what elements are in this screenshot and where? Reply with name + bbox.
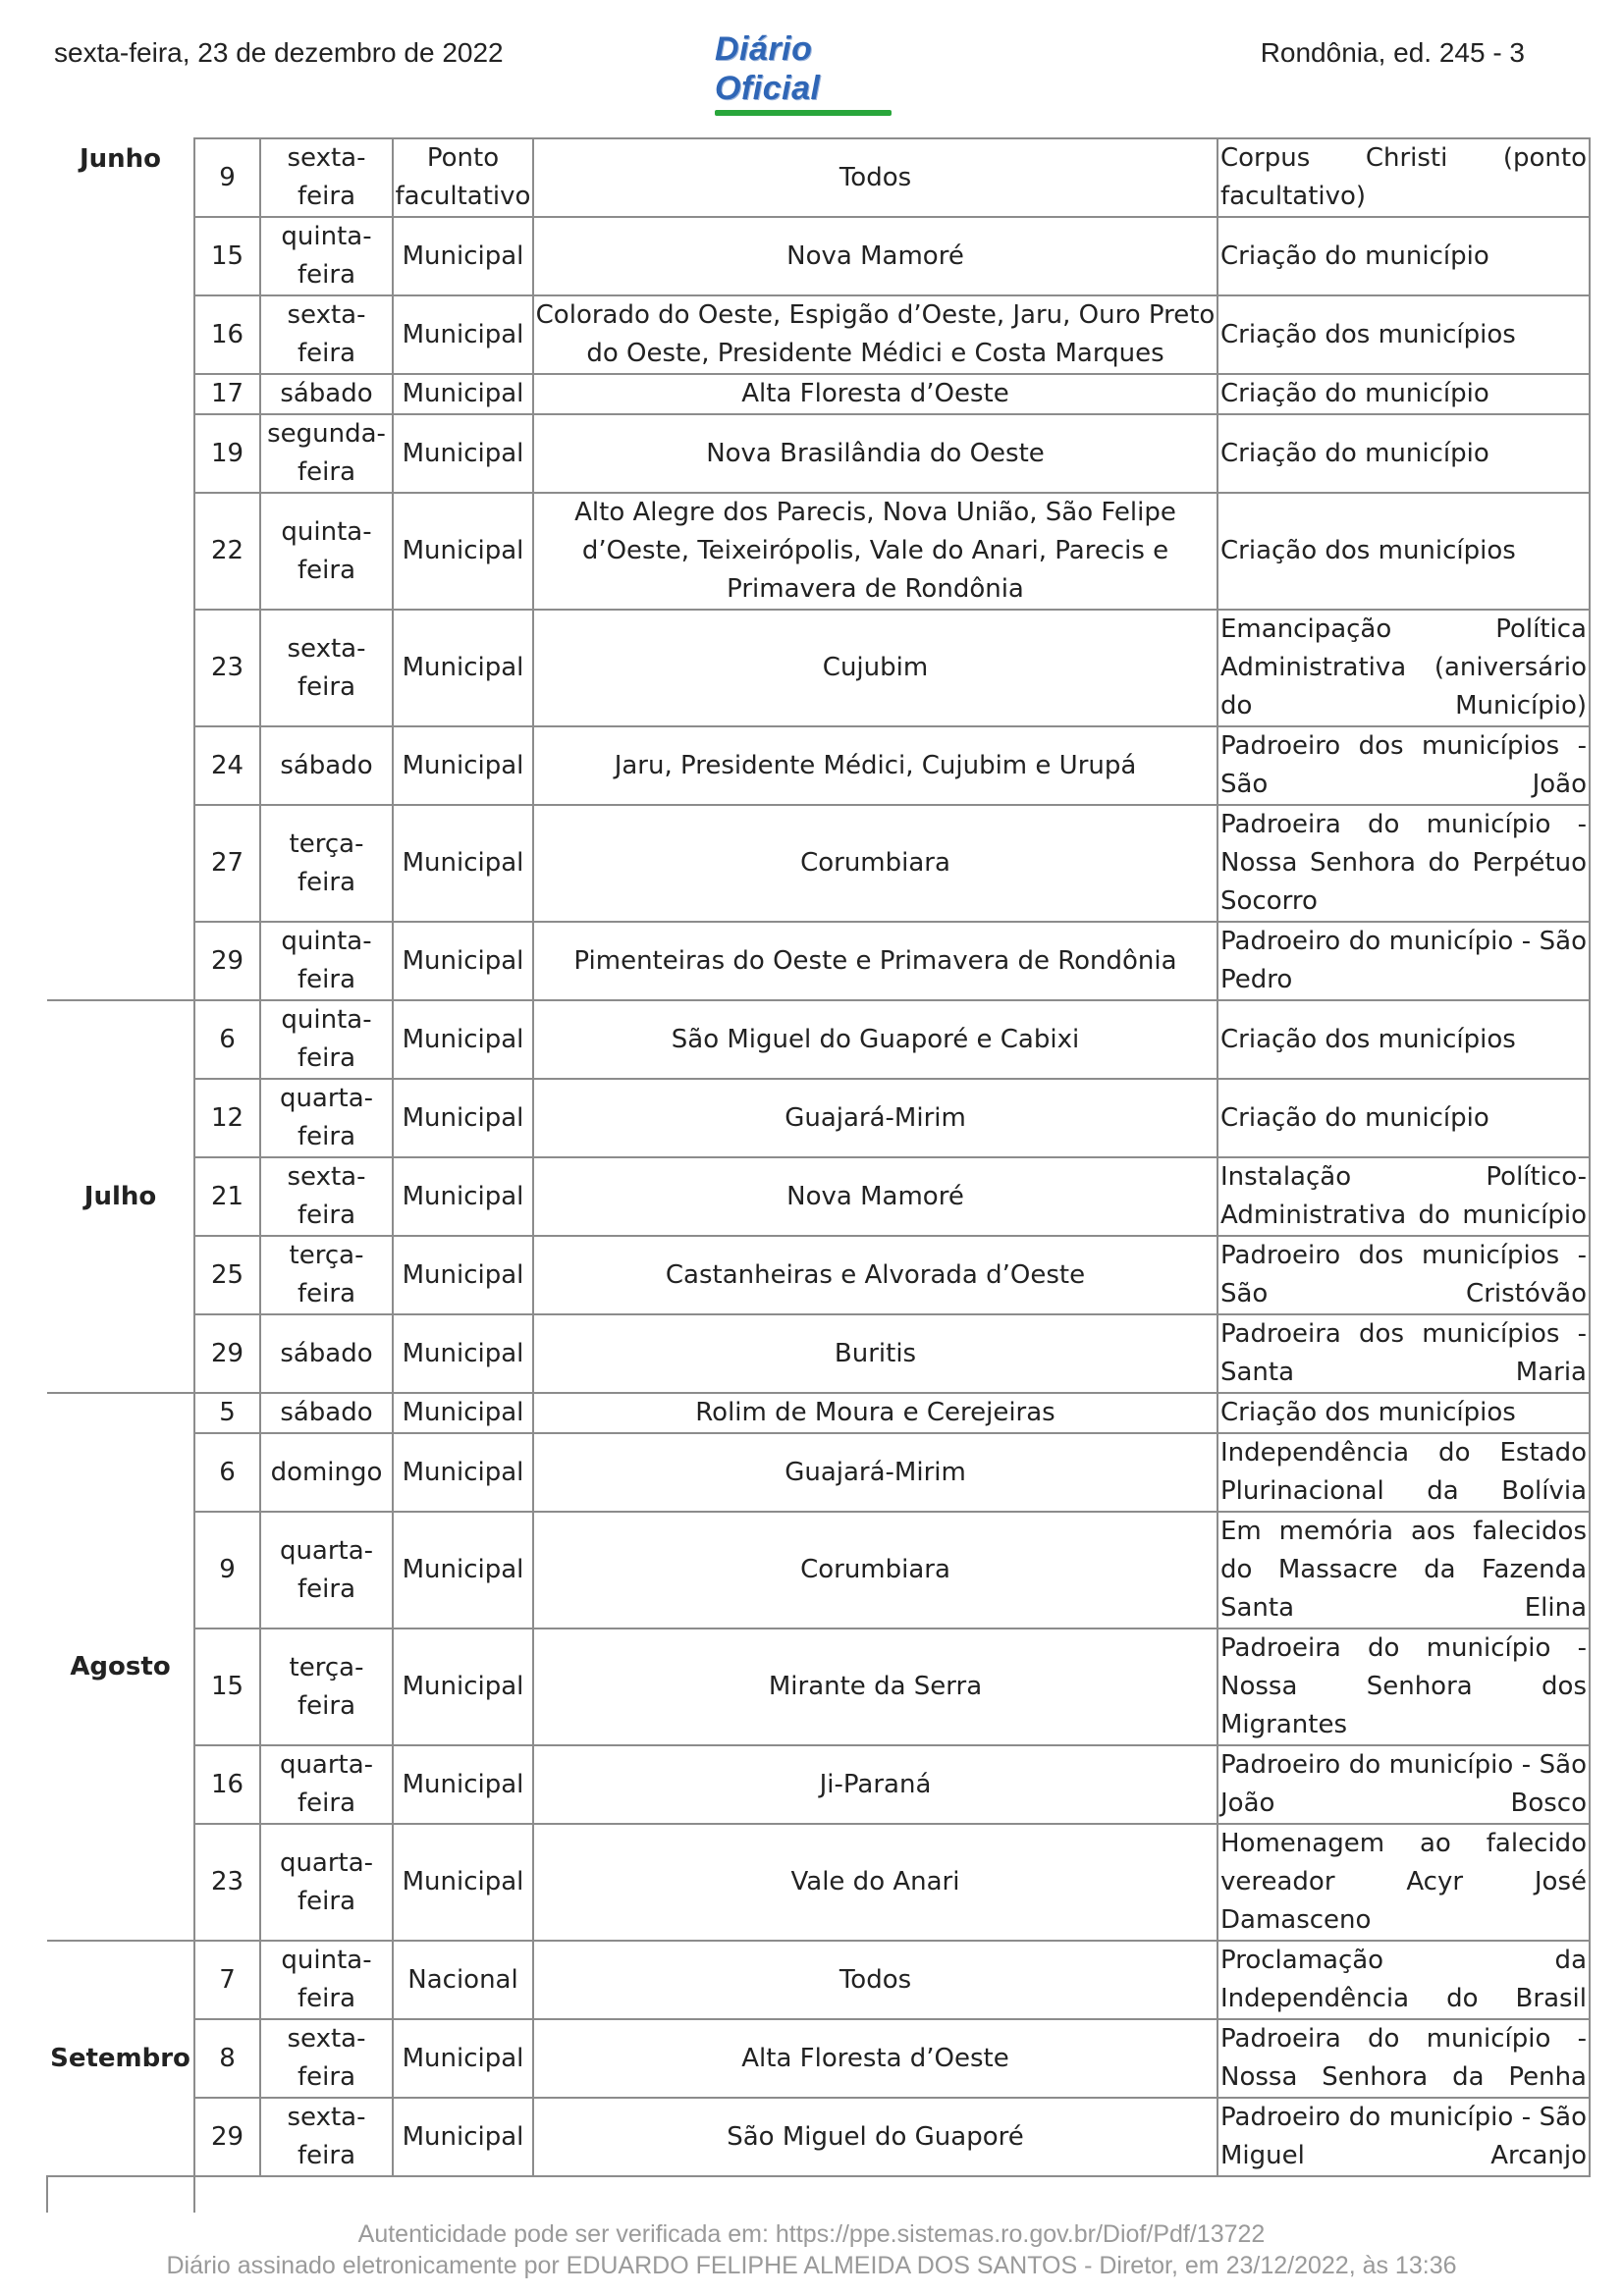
holiday-type-cell: Municipal [393, 1393, 533, 1433]
places-cell: Buritis [533, 1314, 1217, 1393]
day-cell: 23 [194, 1824, 260, 1941]
weekday-cell: domingo [260, 1433, 393, 1512]
places-cell: Colorado do Oeste, Espigão d’Oeste, Jaru, Ouro Preto do Oeste, Presidente Médici e Costa Marques [533, 295, 1217, 374]
table-row [47, 414, 1590, 493]
empty-cell [194, 2176, 260, 2213]
table-row [47, 1079, 1590, 1157]
day-cell: 5 [194, 1393, 260, 1433]
places-cell: Cujubim [533, 610, 1217, 726]
day-cell: 16 [194, 1745, 260, 1824]
weekday-cell: sábado [260, 374, 393, 414]
logo-text: Diário Oficial [715, 30, 821, 107]
description-cell: Criação do município [1217, 414, 1590, 493]
description-cell: Criação do município [1217, 217, 1590, 295]
table-row [47, 1824, 1590, 1941]
weekday-cell: terça-feira [260, 1629, 393, 1745]
description-cell: Corpus Christi (ponto facultativo) [1217, 138, 1590, 217]
weekday-cell: sexta-feira [260, 2098, 393, 2176]
weekday-cell: quinta-feira [260, 217, 393, 295]
weekday-cell: sexta-feira [260, 1157, 393, 1236]
holiday-type-cell: Municipal [393, 1824, 533, 1941]
holiday-type-cell: Municipal [393, 1629, 533, 1745]
table-row [47, 1236, 1590, 1314]
table-row [47, 138, 1590, 217]
empty-cell [47, 2176, 194, 2213]
day-cell: 24 [194, 726, 260, 805]
places-cell: Guajará-Mirim [533, 1079, 1217, 1157]
table-row [47, 1629, 1590, 1745]
table-row [47, 1745, 1590, 1824]
description-cell: Em memória aos falecidos do Massacre da Fazenda Santa Elina [1217, 1512, 1590, 1629]
places-cell: Rolim de Moura e Cerejeiras [533, 1393, 1217, 1433]
diario-oficial-logo [715, 29, 892, 107]
places-cell: Alta Floresta d’Oeste [533, 2019, 1217, 2098]
description-cell: Criação dos municípios [1217, 493, 1590, 610]
day-cell: 25 [194, 1236, 260, 1314]
places-cell: Mirante da Serra [533, 1629, 1217, 1745]
table-row [47, 374, 1590, 414]
places-cell: Corumbiara [533, 805, 1217, 922]
description-cell: Padroeira do município - Nossa Senhora dos Migrantes [1217, 1629, 1590, 1745]
places-cell: Nova Mamoré [533, 1157, 1217, 1236]
weekday-cell: quinta-feira [260, 1000, 393, 1079]
weekday-cell: segunda-feira [260, 414, 393, 493]
description-cell: Padroeiro do município - São Pedro [1217, 922, 1590, 1000]
description-cell: Criação dos municípios [1217, 295, 1590, 374]
day-cell: 15 [194, 1629, 260, 1745]
weekday-cell: quarta-feira [260, 1079, 393, 1157]
header-edition: Rondônia, ed. 245 - 3 [1260, 37, 1525, 68]
description-cell: Emancipação Política Administrativa (aniversário do Município) [1217, 610, 1590, 726]
weekday-cell: quarta-feira [260, 1824, 393, 1941]
table-row [47, 217, 1590, 295]
day-cell: 29 [194, 2098, 260, 2176]
holidays-table-body [47, 138, 1590, 2213]
places-cell: Corumbiara [533, 1512, 1217, 1629]
places-cell: Guajará-Mirim [533, 1433, 1217, 1512]
table-row [47, 1000, 1590, 1079]
places-cell: Alto Alegre dos Parecis, Nova União, São Felipe d’Oeste, Teixeirópolis, Vale do Anari, Parecis e Primavera de Rondônia [533, 493, 1217, 610]
table-row [47, 1512, 1590, 1629]
places-cell: Castanheiras e Alvorada d’Oeste [533, 1236, 1217, 1314]
holidays-table [46, 137, 1591, 2213]
empty-cell [533, 2176, 1217, 2213]
places-cell: Vale do Anari [533, 1824, 1217, 1941]
places-cell: Alta Floresta d’Oeste [533, 374, 1217, 414]
description-cell: Instalação Político-Administrativa do município [1217, 1157, 1590, 1236]
day-cell: 8 [194, 2019, 260, 2098]
weekday-cell: quinta-feira [260, 493, 393, 610]
description-cell: Padroeiro dos municípios - São Cristóvão [1217, 1236, 1590, 1314]
holiday-type-cell: Municipal [393, 2098, 533, 2176]
weekday-cell: quinta-feira [260, 922, 393, 1000]
description-cell: Padroeira do município - Nossa Senhora do Perpétuo Socorro [1217, 805, 1590, 922]
table-row [47, 1433, 1590, 1512]
places-cell: Jaru, Presidente Médici, Cujubim e Urupá [533, 726, 1217, 805]
holiday-type-cell: Municipal [393, 922, 533, 1000]
table-row [47, 1941, 1590, 2019]
holiday-type-cell: Municipal [393, 805, 533, 922]
holiday-type-cell: Municipal [393, 1236, 533, 1314]
table-row [47, 2098, 1590, 2176]
description-cell: Padroeiro do município - São Miguel Arcanjo [1217, 2098, 1590, 2176]
month-cell: Agosto [47, 1393, 194, 1941]
empty-cell [1217, 2176, 1590, 2213]
day-cell: 21 [194, 1157, 260, 1236]
weekday-cell: sexta-feira [260, 610, 393, 726]
holiday-type-cell: Municipal [393, 1433, 533, 1512]
month-cell: Setembro [47, 1941, 194, 2176]
weekday-cell: terça-feira [260, 1236, 393, 1314]
places-cell: Nova Brasilândia do Oeste [533, 414, 1217, 493]
places-cell: São Miguel do Guaporé e Cabixi [533, 1000, 1217, 1079]
table-row [47, 922, 1590, 1000]
holiday-type-cell: Municipal [393, 1314, 533, 1393]
holiday-type-cell: Municipal [393, 610, 533, 726]
places-cell: Todos [533, 138, 1217, 217]
places-cell: Ji-Paraná [533, 1745, 1217, 1824]
holiday-type-cell: Municipal [393, 414, 533, 493]
day-cell: 22 [194, 493, 260, 610]
weekday-cell: sábado [260, 1393, 393, 1433]
month-cell: Junho [47, 138, 194, 1000]
weekday-cell: sábado [260, 1314, 393, 1393]
places-cell: Todos [533, 1941, 1217, 2019]
places-cell: São Miguel do Guaporé [533, 2098, 1217, 2176]
day-cell: 7 [194, 1941, 260, 2019]
holiday-type-cell: Municipal [393, 374, 533, 414]
holiday-type-cell: Municipal [393, 295, 533, 374]
day-cell: 12 [194, 1079, 260, 1157]
day-cell: 6 [194, 1433, 260, 1512]
footer-authenticity: Autenticidade pode ser verificada em: https://ppe.sistemas.ro.gov.br/Diof/Pdf/13722 [357, 2220, 1266, 2248]
weekday-cell: quinta-feira [260, 1941, 393, 2019]
weekday-cell: quarta-feira [260, 1745, 393, 1824]
holiday-type-cell: Nacional [393, 1941, 533, 2019]
day-cell: 15 [194, 217, 260, 295]
month-cell: Julho [47, 1000, 194, 1393]
weekday-cell: sexta-feira [260, 138, 393, 217]
description-cell: Padroeira dos municípios - Santa Maria [1217, 1314, 1590, 1393]
empty-cell [260, 2176, 393, 2213]
day-cell: 9 [194, 138, 260, 217]
places-cell: Pimenteiras do Oeste e Primavera de Rondônia [533, 922, 1217, 1000]
holiday-type-cell: Ponto facultativo [393, 138, 533, 217]
day-cell: 29 [194, 1314, 260, 1393]
footer-signature: Diário assinado eletronicamente por EDUARDO FELIPHE ALMEIDA DOS SANTOS - Diretor, em 23/12/2022, às 13:36 [166, 2252, 1457, 2279]
day-cell: 16 [194, 295, 260, 374]
description-cell: Criação dos municípios [1217, 1393, 1590, 1433]
day-cell: 17 [194, 374, 260, 414]
header-date: sexta-feira, 23 de dezembro de 2022 [54, 37, 504, 68]
day-cell: 19 [194, 414, 260, 493]
table-row [47, 1157, 1590, 1236]
day-cell: 23 [194, 610, 260, 726]
table-row [47, 1314, 1590, 1393]
description-cell: Criação do município [1217, 1079, 1590, 1157]
holiday-type-cell: Municipal [393, 1000, 533, 1079]
description-cell: Padroeiro dos municípios - São João [1217, 726, 1590, 805]
description-cell: Criação dos municípios [1217, 1000, 1590, 1079]
holiday-type-cell: Municipal [393, 217, 533, 295]
holiday-type-cell: Municipal [393, 1512, 533, 1629]
table-row [47, 726, 1590, 805]
day-cell: 9 [194, 1512, 260, 1629]
table-row [47, 805, 1590, 922]
places-cell: Nova Mamoré [533, 217, 1217, 295]
day-cell: 27 [194, 805, 260, 922]
weekday-cell: sábado [260, 726, 393, 805]
description-cell: Criação do município [1217, 374, 1590, 414]
table-row-empty [47, 2176, 1590, 2213]
table-row [47, 295, 1590, 374]
holiday-type-cell: Municipal [393, 1157, 533, 1236]
holiday-type-cell: Municipal [393, 2019, 533, 2098]
empty-cell [393, 2176, 533, 2213]
logo-underline [715, 110, 892, 116]
description-cell: Homenagem ao falecido vereador Acyr José Damasceno [1217, 1824, 1590, 1941]
table-row [47, 2019, 1590, 2098]
weekday-cell: quarta-feira [260, 1512, 393, 1629]
description-cell: Proclamação da Independência do Brasil [1217, 1941, 1590, 2019]
holiday-type-cell: Municipal [393, 1079, 533, 1157]
table-row [47, 1393, 1590, 1433]
description-cell: Padroeira do município - Nossa Senhora da Penha [1217, 2019, 1590, 2098]
table-row [47, 610, 1590, 726]
description-cell: Padroeiro do município - São João Bosco [1217, 1745, 1590, 1824]
day-cell: 6 [194, 1000, 260, 1079]
weekday-cell: sexta-feira [260, 295, 393, 374]
holiday-type-cell: Municipal [393, 493, 533, 610]
day-cell: 29 [194, 922, 260, 1000]
table-row [47, 493, 1590, 610]
holiday-type-cell: Municipal [393, 726, 533, 805]
weekday-cell: terça-feira [260, 805, 393, 922]
description-cell: Independência do Estado Plurinacional da Bolívia [1217, 1433, 1590, 1512]
weekday-cell: sexta-feira [260, 2019, 393, 2098]
holiday-type-cell: Municipal [393, 1745, 533, 1824]
